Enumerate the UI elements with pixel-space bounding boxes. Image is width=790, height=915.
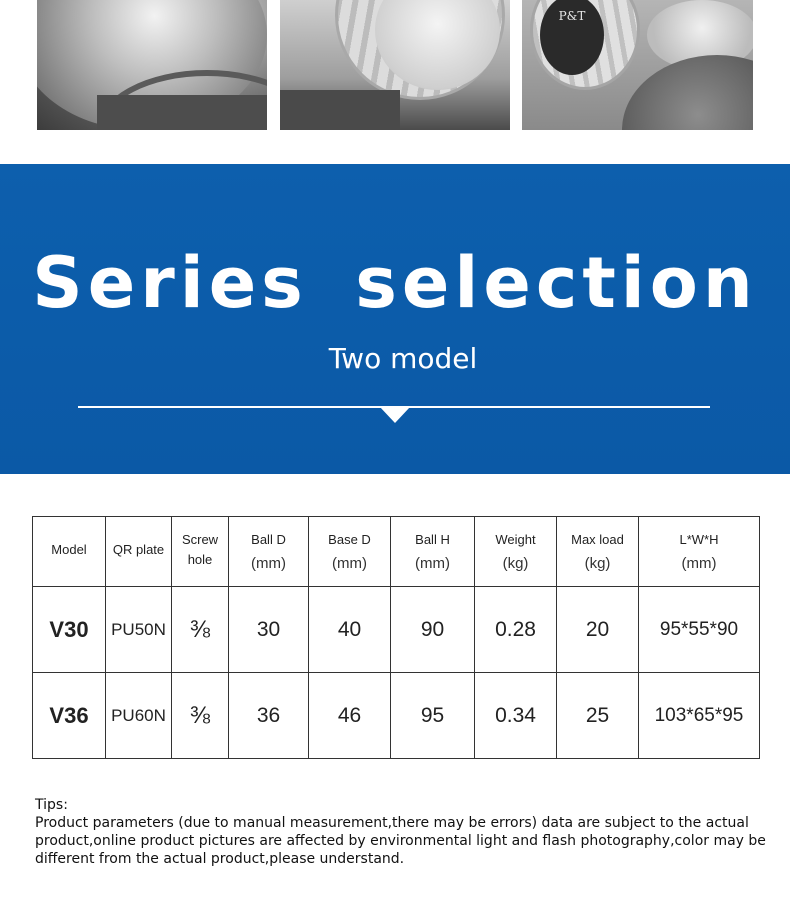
cell-max-load: 25 (557, 673, 639, 759)
table-row (33, 673, 760, 759)
header-ball-h: Ball H (mm) (391, 517, 475, 587)
banner-title: Series selection (32, 242, 758, 324)
cell-model: V30 (33, 587, 106, 673)
cell-lwh: 103*65*95 (639, 673, 760, 759)
cell-model: V36 (33, 673, 106, 759)
cell-screw-hole: ⅜ (172, 587, 229, 673)
banner-subtitle: Two model (328, 342, 478, 375)
table-header-row (33, 517, 760, 587)
cell-base-d: 46 (309, 673, 391, 759)
product-photo-strip (0, 0, 790, 130)
cell-weight: 0.28 (475, 587, 557, 673)
cell-ball-d: 36 (229, 673, 309, 759)
down-arrow-icon (380, 407, 410, 423)
locking-knob-photo (280, 0, 510, 130)
cell-qr-plate: PU60N (106, 673, 172, 759)
header-model: Model (33, 517, 106, 587)
cell-screw-hole: ⅜ (172, 673, 229, 759)
header-screw-hole: Screw hole (172, 517, 229, 587)
cell-ball-h: 90 (391, 587, 475, 673)
cell-ball-h: 95 (391, 673, 475, 759)
header-max-load: Max load (kg) (557, 517, 639, 587)
cell-max-load: 20 (557, 587, 639, 673)
table-row (33, 587, 760, 673)
header-lwh: L*W*H (mm) (639, 517, 760, 587)
header-weight: Weight (kg) (475, 517, 557, 587)
header-base-d: Base D (mm) (309, 517, 391, 587)
head-sphere-shape (622, 55, 753, 130)
knob-shaft-shape (280, 90, 400, 130)
series-banner (0, 164, 790, 474)
tips-heading: Tips: (35, 797, 68, 813)
header-qr-plate: QR plate (106, 517, 172, 587)
header-ball-d: Ball D (mm) (229, 517, 309, 587)
cell-weight: 0.34 (475, 673, 557, 759)
cell-ball-d: 30 (229, 587, 309, 673)
tips-section (35, 796, 780, 868)
cell-qr-plate: PU50N (106, 587, 172, 673)
pt-logo-text: P&T (558, 9, 586, 23)
pt-knob-photo (522, 0, 753, 130)
ball-base-shape (97, 95, 267, 130)
tips-body: Product parameters (due to manual measurement,there may be errors) data are subject to the actual product,online product pictures are affected by environmental light and flash photography,color may be different from the actual product,please understand. (35, 815, 766, 867)
cell-lwh: 95*55*90 (639, 587, 760, 673)
ball-head-photo (37, 0, 267, 130)
cell-base-d: 40 (309, 587, 391, 673)
spec-table (32, 516, 760, 759)
